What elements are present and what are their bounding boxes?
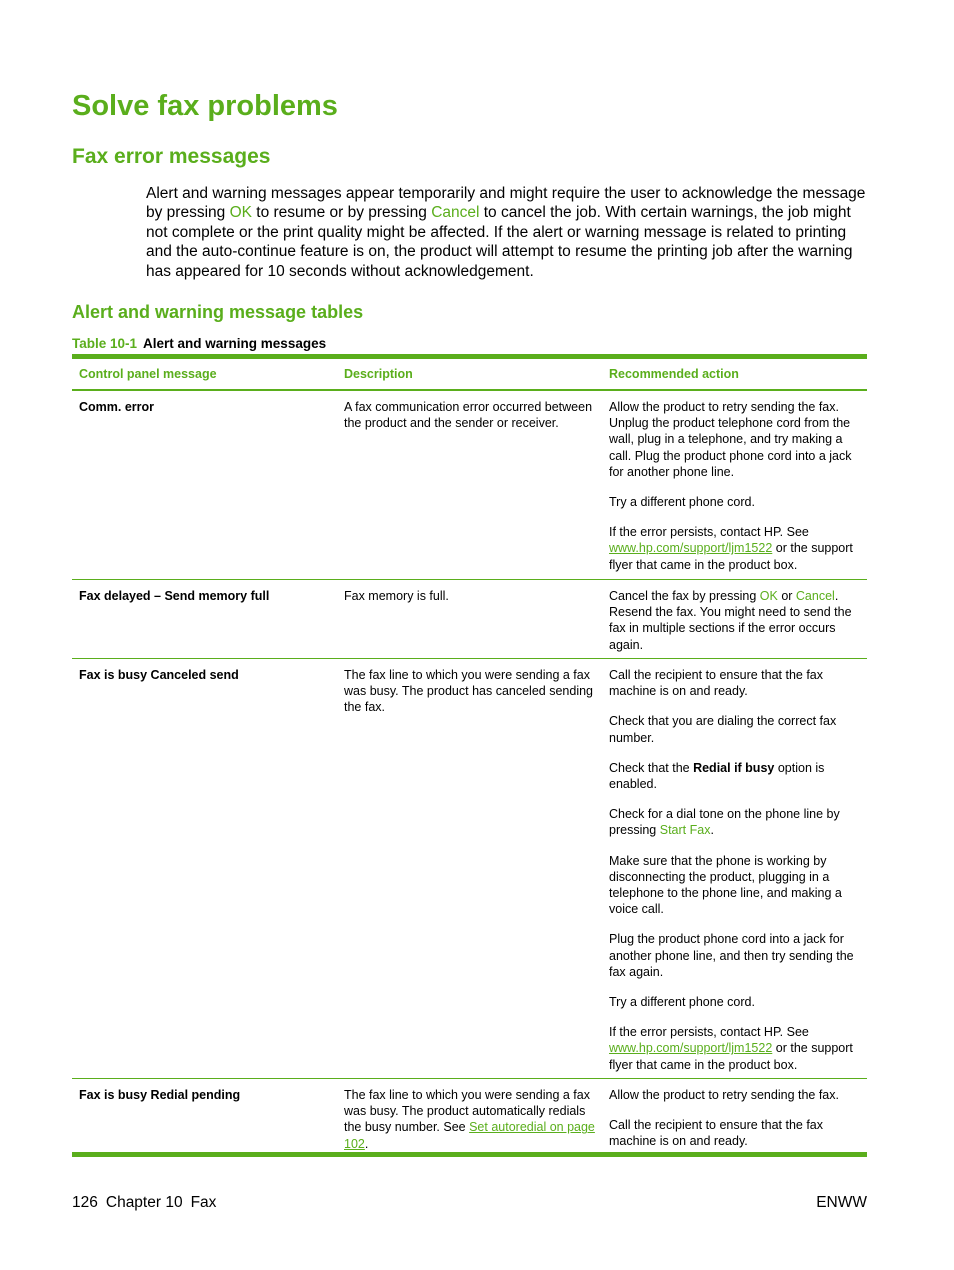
table-number: Table 10-1 [72, 336, 138, 351]
support-link[interactable]: www.hp.com/support/ljm1522 [609, 1041, 773, 1056]
footer-right: ENWW [816, 1194, 867, 1211]
message-cell: Fax is busy Canceled send [79, 668, 239, 682]
cancel-key: Cancel [795, 589, 835, 603]
table-row [72, 391, 867, 579]
column-header: Control panel message [79, 366, 217, 381]
description-cell: Fax memory is full. [344, 589, 449, 603]
footer-left [72, 1194, 224, 1212]
table-title: Alert and warning messages [143, 336, 327, 351]
autoredial-link[interactable]: Set autoredial on page 102 [344, 1120, 595, 1151]
page-footer [72, 1194, 867, 1212]
ok-key: OK [759, 589, 778, 603]
message-cell: Comm. error [79, 400, 155, 414]
action-cell: Allow the product to retry sending the fax. Unplug the product telephone cord from the wall, plug in a telephone, and try making a call. Plug the product phone cord into a jack for another phone line. Try a different phone cord. If the error persists, contact HP. See www.hp.com/support/ljm1522 or the support flyer that came in the product box. [609, 400, 853, 572]
action-cell: Allow the product to retry sending the fax. Call the recipient to ensure that the fax machine is on and ready. [609, 1088, 839, 1149]
start-fax-key: Start Fax [659, 823, 711, 838]
column-header: Description [344, 366, 413, 381]
option-name: Redial if busy [693, 760, 775, 775]
description-cell: The fax line to which you were sending a fax was busy. The product automatically redials the busy number. See Set autoredial on page 102. [344, 1088, 595, 1151]
table-row [72, 579, 867, 658]
table-caption [72, 336, 326, 351]
message-cell: Fax is busy Redial pending [79, 1088, 241, 1102]
section-heading: Fax error messages [72, 145, 271, 168]
table-header-row [72, 359, 867, 391]
action-cell: Call the recipient to ensure that the fax machine is on and ready. Check that you are dialing the correct fax number. Check that the Redial if busy option is enabled. Check for a dial tone on the phone line by pressing Start Fax. Make sure that the phone is working by disconnecting the product, plugging in a telephone to the phone line, and making a voice call. Plug the product phone cord into a jack for another phone line, and then try sending the fax again. Try a different phone cord. If the error persists, contact HP. See www.hp.com/support/ljm1522 or the support flyer that came in the product box. [609, 668, 854, 1072]
intro-paragraph: Alert and warning messages appear temporarily and might require the user to acknowledge the message by pressing OK to resume or by pressing Cancel to cancel the job. With certain warnings, the job might not complete or the print quality might be affected. If the alert or warning message is related to printing and the auto-continue feature is on, the product will attempt to resume the printing job after the warning has appeared for 10 seconds without acknowledgement. [146, 185, 866, 280]
alert-message-table [72, 354, 867, 1157]
footer-topic: Fax [190, 1194, 217, 1211]
description-cell: A fax communication error occurred between the product and the sender or receiver. [344, 400, 593, 431]
action-cell: Cancel the fax by pressing OK or Cancel. Resend the fax. You might need to send the fax in multiple sections if the error occurs again. [609, 589, 852, 652]
footer-chapter: Chapter 10 [105, 1194, 183, 1211]
page-title: Solve fax problems [72, 90, 338, 122]
description-cell: The fax line to which you were sending a fax was busy. The product has canceled sending the fax. [344, 668, 593, 715]
message-cell: Fax delayed – Send memory full [79, 589, 270, 603]
cancel-key: Cancel [431, 204, 480, 222]
table-row [72, 1078, 867, 1152]
column-header: Recommended action [609, 366, 739, 381]
support-link[interactable]: www.hp.com/support/ljm1522 [609, 541, 773, 556]
ok-key: OK [229, 204, 252, 222]
page-number: 126 [72, 1194, 98, 1211]
table-row [72, 658, 867, 1078]
subsection-heading: Alert and warning message tables [72, 302, 364, 322]
